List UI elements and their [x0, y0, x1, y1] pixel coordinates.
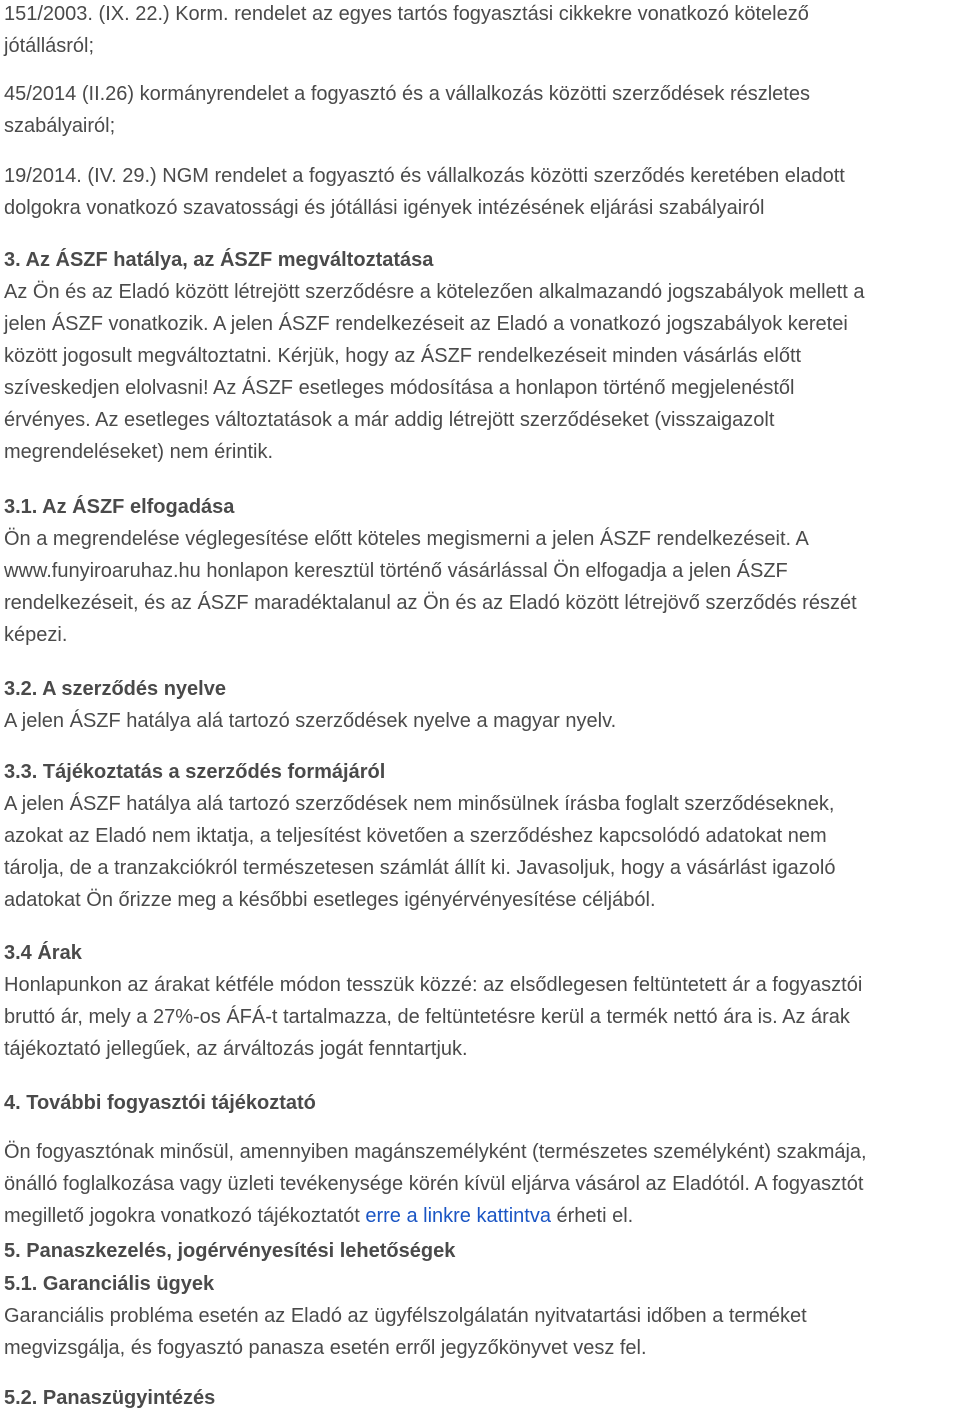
law-reference-1 [4, 0, 960, 62]
section-3-1-line: képezi. [4, 624, 68, 646]
section-3 [4, 244, 960, 468]
section-5-1-heading: 5.1. Garanciális ügyek [4, 1273, 215, 1295]
section-3-4-line: tájékoztató jellegűek, az árváltozás jogát fenntartjuk. [4, 1038, 468, 1060]
section-3-line: között jogosult megváltoztatni. Kérjük, hogy az ÁSZF rendelkezéseit minden vásárlás előtt [4, 345, 802, 367]
section-3-heading: 3. Az ÁSZF hatálya, az ÁSZF megváltoztatása [4, 249, 434, 271]
section-3-3-line: azokat az Eladó nem iktatja, a teljesítést követően a szerződéshez kapcsolódó adatokat nem [4, 825, 827, 847]
section-3-3-heading: 3.3. Tájékoztatás a szerződés formájáról [4, 761, 386, 783]
section-3-3 [4, 756, 960, 916]
section-3-4-heading: 3.4 Árak [4, 942, 82, 964]
law-reference-2 [4, 78, 960, 142]
consumer-info-link[interactable]: erre a linkre kattintva [365, 1205, 551, 1227]
section-3-3-line: tárolja, de a tranzakciókról természetesen számlát állít ki. Javasoljuk, hogy a vásárlást igazoló [4, 857, 836, 879]
section-5-heading: 5. Panaszkezelés, jogérvényesítési lehetőségek [4, 1240, 456, 1262]
law-reference-line: dolgokra vonatkozó szavatossági és jótállási igények intézésének eljárási szabályairól [4, 197, 765, 219]
section-3-2-heading: 3.2. A szerződés nyelve [4, 678, 226, 700]
section-3-4-line: bruttó ár, mely a 27%-os ÁFÁ-t tartalmazza, de feltüntetésre kerül a termék nettó ára is. Az árak [4, 1006, 850, 1028]
section-5-1-line: megvizsgálja, és fogyasztó panasza esetén erről jegyzőkönyvet vesz fel. [4, 1337, 647, 1359]
section-4-text-before-link: megillető jogokra vonatkozó tájékoztatót [4, 1205, 366, 1227]
section-5-1 [4, 1268, 960, 1364]
section-3-3-line: A jelen ÁSZF hatálya alá tartozó szerződések nem minősülnek írásba foglalt szerződéseknek, [4, 793, 835, 815]
section-3-1-line: rendelkezéseit, és az ÁSZF maradéktalanul az Ön és az Eladó között létrejövő szerződés részét [4, 592, 857, 614]
section-3-3-line: adatokat Ön őrizze meg a későbbi esetleges igényérvényesítése céljából. [4, 889, 656, 911]
law-reference-line: szabályairól; [4, 115, 116, 137]
section-4 [4, 1136, 960, 1232]
section-3-line: megrendeléseket) nem érintik. [4, 441, 274, 463]
section-4-heading: 4. További fogyasztói tájékoztató [4, 1092, 316, 1114]
section-3-2 [4, 673, 960, 737]
section-3-1-line: www.funyiroaruhaz.hu honlapon keresztül történő vásárlással Ön elfogadja a jelen ÁSZF [4, 560, 788, 582]
law-reference-3 [4, 160, 960, 224]
section-3-1-line: Ön a megrendelése véglegesítése előtt köteles megismerni a jelen ÁSZF rendelkezéseit. A [4, 528, 809, 550]
law-reference-line: 45/2014 (II.26) kormányrendelet a fogyasztó és a vállalkozás közötti szerződések részletes [4, 83, 810, 105]
section-3-1 [4, 491, 960, 651]
section-3-4 [4, 937, 960, 1065]
section-5-2-heading: 5.2. Panaszügyintézés [4, 1387, 216, 1409]
law-reference-line: jótállásról; [4, 35, 95, 57]
section-4-line: Ön fogyasztónak minősül, amennyiben magánszemélyként (természetes személyként) szakmája, [4, 1141, 867, 1163]
section-4-last-line [4, 1200, 960, 1232]
section-4-line: önálló foglalkozása vagy üzleti tevékenysége körén kívül eljárva vásárol az Eladótól. A fogyasztót [4, 1173, 864, 1195]
section-3-line: érvényes. Az esetleges változtatások a már addig létrejött szerződéseket (visszaigazolt [4, 409, 775, 431]
section-3-2-line: A jelen ÁSZF hatálya alá tartozó szerződések nyelve a magyar nyelv. [4, 710, 617, 732]
section-3-1-heading: 3.1. Az ÁSZF elfogadása [4, 496, 235, 518]
section-3-line: jelen ÁSZF vonatkozik. A jelen ÁSZF rendelkezéseit az Eladó a vonatkozó jogszabályok keretei [4, 313, 848, 335]
section-4-text-after-link: érheti el. [550, 1205, 634, 1227]
section-3-line: szíveskedjen elolvasni! Az ÁSZF esetleges módosítása a honlapon történő megjelenéstől [4, 377, 795, 399]
law-reference-line: 19/2014. (IV. 29.) NGM rendelet a fogyasztó és vállalkozás közötti szerződés keretében eladott [4, 165, 845, 187]
law-reference-line: 151/2003. (IX. 22.) Korm. rendelet az egyes tartós fogyasztási cikkekre vonatkozó kötelező [4, 3, 809, 25]
section-5-1-line: Garanciális probléma esetén az Eladó az ügyfélszolgálatán nyitvatartási időben a terméket [4, 1305, 807, 1327]
section-3-4-line: Honlapunkon az árakat kétféle módon tesszük közzé: az elsődlegesen feltüntetett ár a fogyasztói [4, 974, 863, 996]
section-3-line: Az Ön és az Eladó között létrejött szerződésre a kötelezően alkalmazandó jogszabályok mellett a [4, 281, 865, 303]
